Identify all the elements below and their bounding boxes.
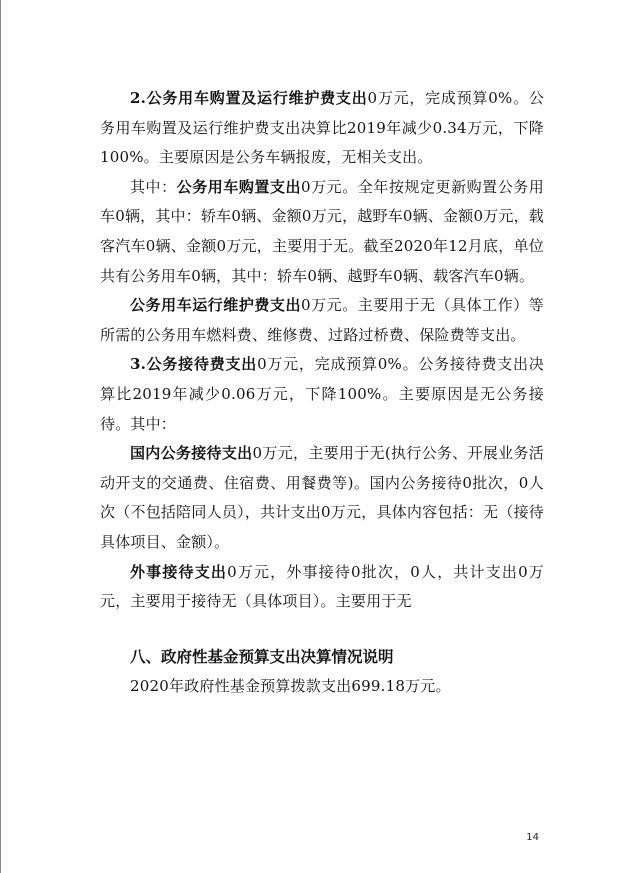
vehicle-expense-paragraph — [100, 84, 544, 173]
vehicle-expense-body: 0万元，完成预算0%。公务用车购置及运行维护费支出决算比2019年减少0.34万元，下降100%。主要原因是公务车辆报废，无相关支出。 — [100, 89, 544, 167]
domestic-reception-paragraph — [100, 439, 544, 557]
domestic-reception-body: 0万元，主要用于无(执行公务、开展业务活动开支的交通费、住宿费、用餐费等)。国内公务接待0批次，0人次（不包括陪同人员），共计支出0万元，具体内容包括：无（接待具体项目、金额）。 — [100, 444, 544, 551]
vehicle-expense-title: 2.公务用车购置及运行维护费支出 — [130, 89, 368, 107]
document-page — [100, 84, 544, 702]
vehicle-maintenance-title: 公务用车运行维护费支出 — [130, 296, 302, 315]
vehicle-maintenance-body: 0万元。主要用于无（具体工作）等所需的公务用车燃料费、维修费、过路过桥费、保险费等支出。 — [100, 296, 544, 344]
vehicle-purchase-lead: 其中： — [130, 177, 177, 196]
section-8-heading: 八、政府性基金预算支出决算情况说明 — [130, 647, 394, 666]
section-8-body: 2020年政府性基金预算拨款支出699.18万元。 — [130, 677, 451, 696]
foreign-reception-paragraph — [100, 558, 544, 617]
foreign-reception-body: 0万元，外事接待0批次，0人，共计支出0万元，主要用于接待无（具体项目）。主要用于无 — [100, 562, 544, 611]
reception-expense-body: 0万元，完成预算0%。公务接待费支出决算比2019年减少0.06万元，下降100%。主要原因是无公务接待。其中： — [100, 355, 544, 433]
reception-expense-paragraph — [100, 350, 544, 439]
section-spacer — [100, 617, 544, 643]
reception-expense-title: 3.公务接待费支出 — [130, 355, 258, 374]
vehicle-purchase-body: 0万元。全年按规定更新购置公务用车0辆，其中：轿车0辆、金额0万元，越野车0辆、金额0万元，载客汽车0辆、金额0万元，主要用于无。截至2020年12月底，单位共有公务用车0辆，其中：轿车0辆、越野车0辆、载客汽车0辆。 — [100, 177, 545, 285]
page-number: 14 — [526, 832, 539, 843]
vehicle-purchase-paragraph — [100, 173, 544, 291]
vehicle-purchase-title: 公务用车购置支出 — [176, 177, 302, 196]
domestic-reception-title: 国内公务接待支出 — [130, 444, 253, 463]
foreign-reception-title: 外事接待支出 — [130, 562, 228, 581]
page-left-border — [0, 0, 1, 873]
vehicle-maintenance-paragraph — [100, 291, 544, 350]
